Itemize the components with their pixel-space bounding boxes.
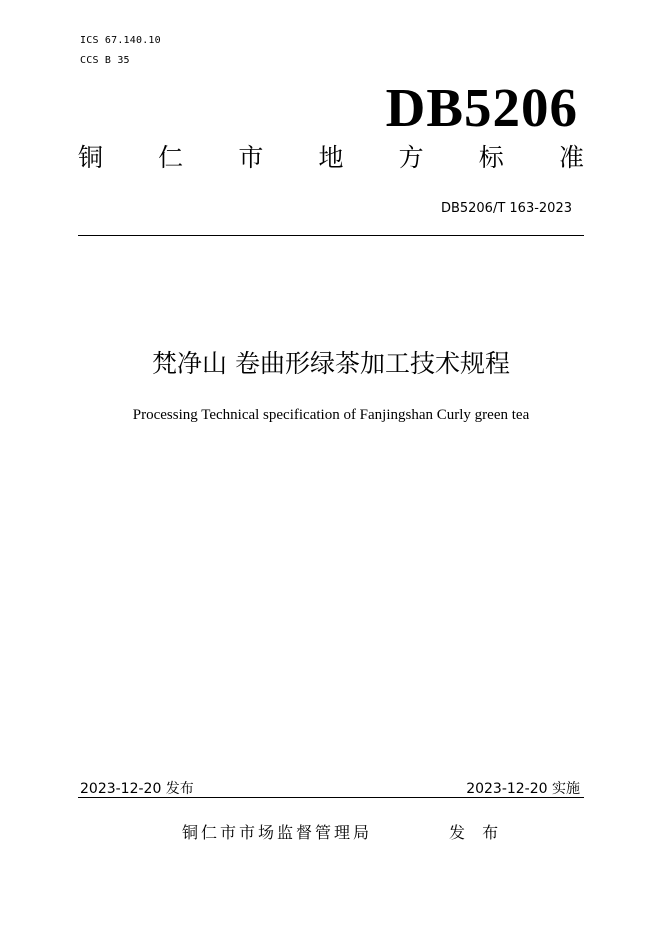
top-divider [78, 235, 584, 236]
document-title-chinese: 梵净山 卷曲形绿茶加工技术规程 [152, 349, 510, 378]
issuing-authority: 铜仁市市场监督管理局 [182, 823, 373, 842]
standard-number: DB5206/T 163-2023 [440, 201, 572, 216]
standard-type-char: 准 [558, 143, 584, 172]
standard-type-heading [78, 142, 584, 174]
bottom-divider [78, 797, 584, 798]
standard-type-char: 仁 [158, 143, 184, 172]
ccs-code: CCS B 35 [80, 55, 130, 66]
standard-type-char: 市 [238, 143, 264, 172]
document-title-english: Processing Technical specification of Fanjingshan Curly green tea [132, 407, 530, 423]
standard-code-large: DB5206 [385, 77, 578, 138]
standard-type-char: 铜 [78, 143, 104, 172]
standard-type-char: 地 [318, 143, 344, 172]
standard-type-char: 标 [478, 143, 504, 172]
implementation-date: 2023-12-20 实施 [466, 781, 580, 797]
standard-type-char: 方 [398, 143, 424, 172]
issue-action-label: 发 布 [449, 823, 505, 842]
ics-code: ICS 67.140.10 [80, 35, 161, 46]
issue-date: 2023-12-20 发布 [80, 781, 194, 797]
